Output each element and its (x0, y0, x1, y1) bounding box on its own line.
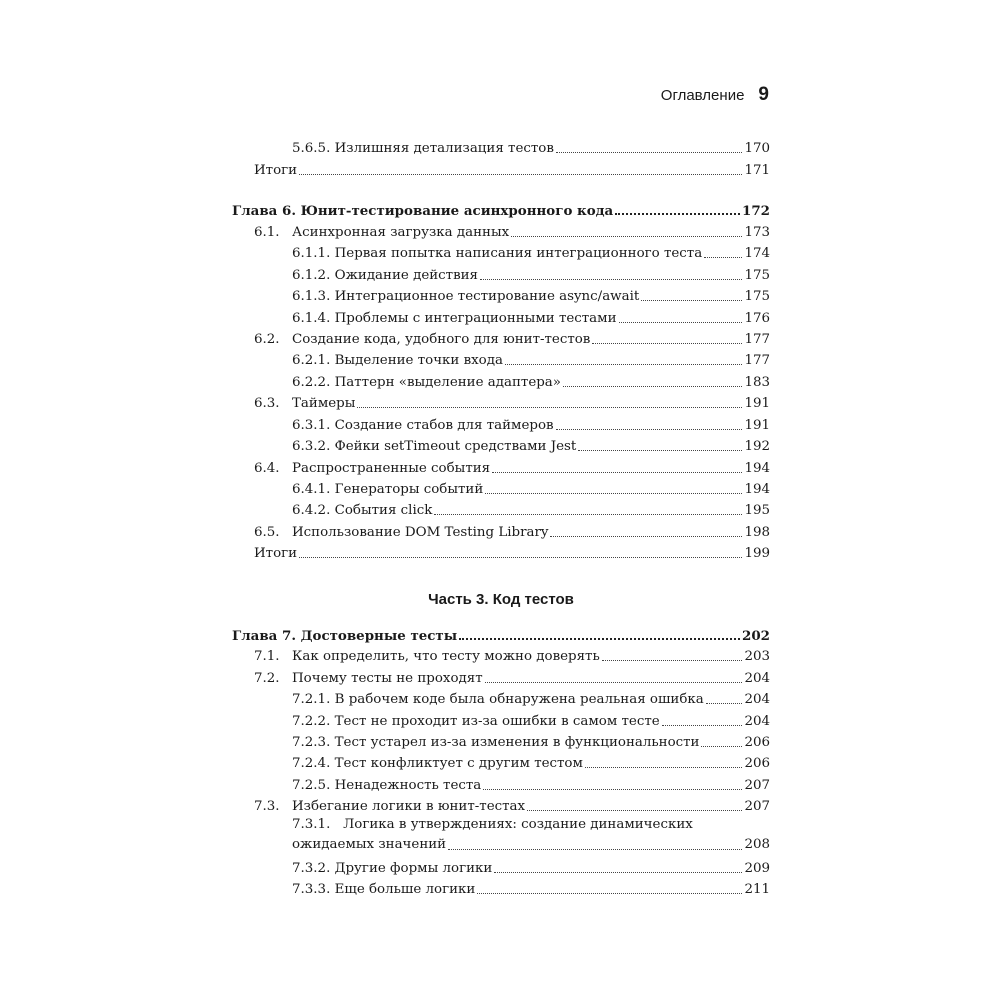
toc-entry-page: 177 (744, 353, 770, 369)
dot-leader (299, 174, 742, 175)
running-head (661, 84, 769, 106)
dot-leader (662, 725, 743, 726)
dot-leader (434, 514, 742, 515)
dot-leader (578, 450, 742, 451)
toc-entry-number: 7.2.1. (292, 692, 331, 708)
toc-entry-number: 7.2.5. (292, 777, 331, 793)
toc-entry[interactable] (232, 262, 770, 283)
dot-leader (299, 557, 742, 558)
toc-entry-title: Распространенные события (292, 460, 491, 476)
toc-entry-title: Интеграционное тестирование async/await (334, 289, 640, 305)
toc-entry-number: 7.3.3. (292, 882, 331, 898)
toc-entry[interactable] (232, 391, 770, 412)
toc-entry-line-1 (292, 815, 770, 835)
toc-entry-number: 7.2.3. (292, 734, 331, 750)
dot-leader (485, 682, 743, 683)
dot-leader (706, 703, 743, 704)
dot-leader (592, 343, 742, 344)
dot-leader (615, 213, 740, 215)
toc-entry-page: 204 (744, 692, 770, 708)
toc-entry-title: Создание стабов для таймеров (334, 417, 554, 433)
toc-entry-title: Использование DOM Testing Library (292, 524, 549, 540)
toc-entry-title: Еще больше логики (334, 882, 476, 898)
toc-entry[interactable] (232, 772, 770, 793)
toc-entry-page: 192 (744, 439, 770, 455)
toc-entry-number: 7.1. (254, 649, 280, 665)
dot-leader (505, 364, 742, 365)
toc-entry-page: 176 (744, 310, 770, 326)
toc-entry-page: 207 (744, 799, 770, 815)
dot-leader (602, 660, 743, 661)
page-number: 9 (758, 84, 769, 105)
toc-entry[interactable] (232, 284, 770, 305)
toc-entry-multiline[interactable] (232, 815, 770, 855)
dot-leader (527, 810, 742, 811)
dot-leader (357, 407, 742, 408)
toc-entry-title: Логика в утверждениях: создание динамических (343, 817, 693, 833)
toc-entry-title: Тест конфликтует с другим тестом (334, 756, 583, 772)
dot-leader (494, 872, 742, 873)
toc-entry[interactable] (232, 434, 770, 455)
toc-entry-title: Ожидание действия (334, 267, 478, 283)
toc-entry-page: 208 (744, 837, 770, 853)
toc-entry-title: Генераторы событий (334, 482, 484, 497)
toc-entry-page: 194 (744, 460, 770, 476)
toc-entry-title: Почему тесты не проходят (292, 670, 483, 686)
toc-entry-title: Избегание логики в юнит-тестах (292, 799, 526, 815)
dot-leader (701, 746, 742, 747)
toc-entry[interactable] (232, 219, 770, 240)
toc-entry[interactable] (232, 455, 770, 476)
toc-entry-title: Тест не проходит из-за ошибки в самом тесте (334, 713, 660, 729)
toc-entry-title: Фейки setTimeout средствами Jest (334, 439, 577, 455)
dot-leader (704, 257, 742, 258)
toc-entry-page: 207 (744, 777, 770, 793)
chapter-7-more-entries (232, 855, 770, 898)
toc-entry-title: Ненадежность теста (334, 777, 482, 793)
toc-entry-number: 6.3. (254, 396, 280, 412)
toc-entry-number: 6.1.4. (292, 310, 331, 326)
toc-entry-page: 191 (744, 396, 770, 412)
toc-entry-number: 6.1.3. (292, 289, 331, 305)
toc-entry-number: 7.2.4. (292, 756, 331, 772)
chapter-7-entries (232, 644, 770, 816)
toc-entry-page: 183 (744, 374, 770, 390)
dot-leader (448, 849, 742, 850)
toc-entry-number: 6.4.2. (292, 503, 331, 519)
toc-entry-title: События click (334, 503, 433, 519)
toc-entry-number: 6.4. (254, 460, 280, 476)
toc-entry-page: 173 (744, 224, 770, 240)
toc-entry-title: В рабочем коде была обнаружена реальная ошибка (334, 692, 704, 708)
toc-entry-page: 195 (744, 503, 770, 519)
toc-entry-page: 171 (744, 162, 770, 178)
toc-entry[interactable] (232, 730, 770, 751)
toc-entry-page: 170 (744, 141, 770, 157)
toc-entry[interactable] (232, 665, 770, 686)
toc-entry-title: Излишняя детализация тестов (334, 141, 554, 157)
toc-entry[interactable] (232, 519, 770, 540)
toc-summary-entry[interactable] (232, 157, 770, 178)
toc-entry-number: 7.3. (254, 799, 280, 815)
dot-leader (485, 493, 742, 494)
toc-entry-number: 7.2. (254, 670, 280, 686)
dot-leader (477, 893, 742, 894)
toc-entry-page: 175 (744, 289, 770, 305)
toc-entry[interactable] (232, 751, 770, 772)
chapter-page: 172 (742, 203, 770, 220)
toc-entry-page: 204 (744, 670, 770, 686)
toc-entry[interactable] (232, 369, 770, 390)
toc-entry-page: 199 (744, 546, 770, 562)
toc-entry-line-2 (292, 835, 770, 855)
toc-chapter-7[interactable] (232, 622, 770, 643)
toc-entry-title: Итоги (254, 546, 298, 562)
toc-entry[interactable] (232, 794, 770, 815)
dot-leader (585, 767, 743, 768)
toc-entry-page: 194 (744, 482, 770, 497)
toc-entry-title: Асинхронная загрузка данных (292, 224, 510, 240)
toc-chapter-6[interactable] (232, 198, 770, 219)
running-title: Оглавление (660, 87, 745, 104)
toc-entry-number: 5.6.5. (292, 141, 331, 157)
toc-entry-page: 203 (744, 649, 770, 665)
toc-entry-title: Выделение точки входа (334, 353, 503, 369)
toc-entry-title: Паттерн «выделение адаптера» (334, 374, 561, 390)
toc-entry[interactable] (232, 877, 770, 898)
toc-entry[interactable] (232, 348, 770, 369)
chapter-title: Глава 6. Юнит-тестирование асинхронного кода (232, 203, 614, 220)
toc-entry-number: 7.3.1. (292, 817, 331, 833)
toc-entry[interactable] (232, 477, 770, 498)
toc-entry-page: 177 (744, 331, 770, 347)
chapter-page: 202 (742, 627, 770, 644)
toc-entry-number: 6.4.1. (292, 482, 331, 497)
toc-entry-title: Проблемы с интеграционными тестами (334, 310, 617, 326)
toc-entry-title: Создание кода, удобного для юнит-тестов (292, 331, 591, 347)
toc-entry-title-continued: ожидаемых значений (292, 837, 447, 853)
toc-entry[interactable] (232, 241, 770, 262)
chapter-6-entries (232, 219, 770, 541)
dot-leader (563, 386, 742, 387)
dot-leader (556, 429, 743, 430)
toc-entry[interactable] (232, 136, 770, 157)
toc-entry-page: 206 (744, 756, 770, 772)
toc-entry-number: 7.2.2. (292, 713, 331, 729)
toc-entry[interactable] (232, 305, 770, 326)
part-heading: Часть 3. Код тестов (428, 590, 574, 608)
toc-entry-title: Первая попытка написания интеграционного теста (334, 246, 703, 262)
dot-leader (483, 789, 742, 790)
toc-entry-page: 191 (744, 417, 770, 433)
dot-leader (511, 236, 742, 237)
toc-entry[interactable] (232, 412, 770, 433)
toc-entry-page: 206 (744, 734, 770, 750)
toc-entry-title: Таймеры (292, 396, 356, 412)
toc-entry-number: 7.3.2. (292, 860, 331, 876)
toc-entry-page: 209 (744, 860, 770, 876)
dot-leader (619, 322, 743, 323)
toc-entry-page: 175 (744, 267, 770, 283)
toc-entry-title: Итоги (254, 162, 298, 178)
dot-leader (459, 638, 740, 640)
toc-entry-page: 204 (744, 713, 770, 729)
toc-entry-title: Другие формы логики (334, 860, 493, 876)
dot-leader (480, 279, 742, 280)
toc-entry-number: 6.3.1. (292, 417, 331, 433)
toc-entry-number: 6.1.2. (292, 267, 331, 283)
toc-entry[interactable] (232, 327, 770, 348)
spacer (232, 179, 770, 198)
dot-leader (641, 300, 742, 301)
toc-entry-page: 198 (744, 524, 770, 540)
toc-entry-number: 6.1. (254, 224, 280, 240)
toc-summary-entry[interactable] (232, 541, 770, 562)
toc-entry-number: 6.2.2. (292, 374, 331, 390)
dot-leader (550, 536, 742, 537)
toc-entry-number: 6.3.2. (292, 439, 331, 455)
toc-entry-number: 6.2.1. (292, 353, 331, 369)
dot-leader (556, 152, 743, 153)
toc-entry[interactable] (232, 708, 770, 729)
toc-entry[interactable] (232, 855, 770, 876)
toc-entry-title: Как определить, что тесту можно доверять (292, 649, 600, 665)
toc-entry[interactable] (232, 498, 770, 519)
toc-entry[interactable] (232, 644, 770, 665)
toc-entry-number: 6.5. (254, 524, 280, 540)
toc-entry-page: 174 (744, 246, 770, 262)
toc-entry-title: Тест устарел из-за изменения в функциональности (334, 734, 700, 750)
chapter-title: Глава 7. Достоверные тесты (232, 627, 458, 644)
toc-entry[interactable] (232, 687, 770, 708)
dot-leader (492, 472, 742, 473)
toc-entry-page: 211 (744, 882, 770, 898)
toc-entry-number: 6.1.1. (292, 246, 331, 262)
toc-entry-number: 6.2. (254, 331, 280, 347)
table-of-contents (232, 136, 770, 898)
